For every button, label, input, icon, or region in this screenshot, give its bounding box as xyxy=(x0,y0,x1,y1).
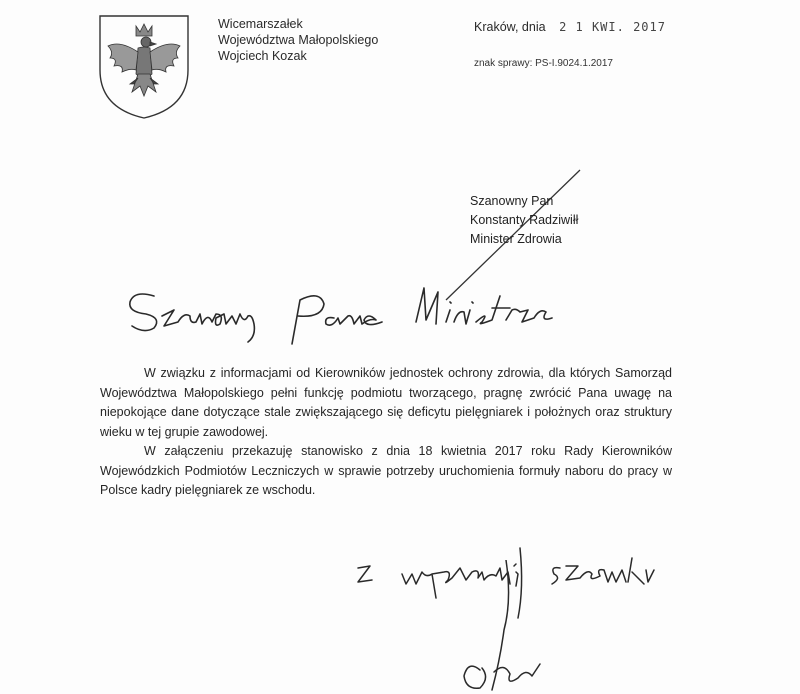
date-line xyxy=(474,20,666,34)
handwritten-signature xyxy=(420,560,620,694)
sender-office: Województwa Małopolskiego xyxy=(218,33,379,47)
case-reference: znak sprawy: PS-I.9024.1.2017 xyxy=(474,58,613,69)
date-place: Kraków, dnia xyxy=(474,20,546,34)
letter-body xyxy=(100,364,672,501)
eagle-crest-icon xyxy=(96,12,192,120)
handwritten-greeting xyxy=(120,270,680,350)
body-paragraph-1: W związku z informacjami od Kierowników jednostek ochrony zdrowia, dla których Samorząd Województwa Małopolskiego pełni funkcję podmiotu tworzącego, pragnę zwrócić Pana uwagę na niepokojące dane dotyczące stale zwiększającego się deficytu pielęgniarek i położnych oraz struktury wieku w tej grupie zawodowej. xyxy=(100,366,672,439)
date-stamp: 2 1 KWI. 2017 xyxy=(559,20,666,34)
sender-title: Wicemarszałek xyxy=(218,17,303,31)
body-paragraph-2: W załączeniu przekazuję stanowisko z dnia 18 kwietnia 2017 roku Rady Kierowników Wojewódzkich Podmiotów Leczniczych w sprawie potrzeby uruchomienia formuły naboru do pracy w Polsce kadry pielęgniarek ze wschodu. xyxy=(100,444,672,497)
sender-block xyxy=(218,16,378,64)
addressee-name: Konstanty Radziwiłł xyxy=(470,213,579,227)
addressee-title: Minister Zdrowia xyxy=(470,232,562,246)
sender-name: Wojciech Kozak xyxy=(218,49,307,63)
addressee-salutation: Szanowny Pan xyxy=(470,194,554,208)
addressee-block xyxy=(470,192,578,249)
